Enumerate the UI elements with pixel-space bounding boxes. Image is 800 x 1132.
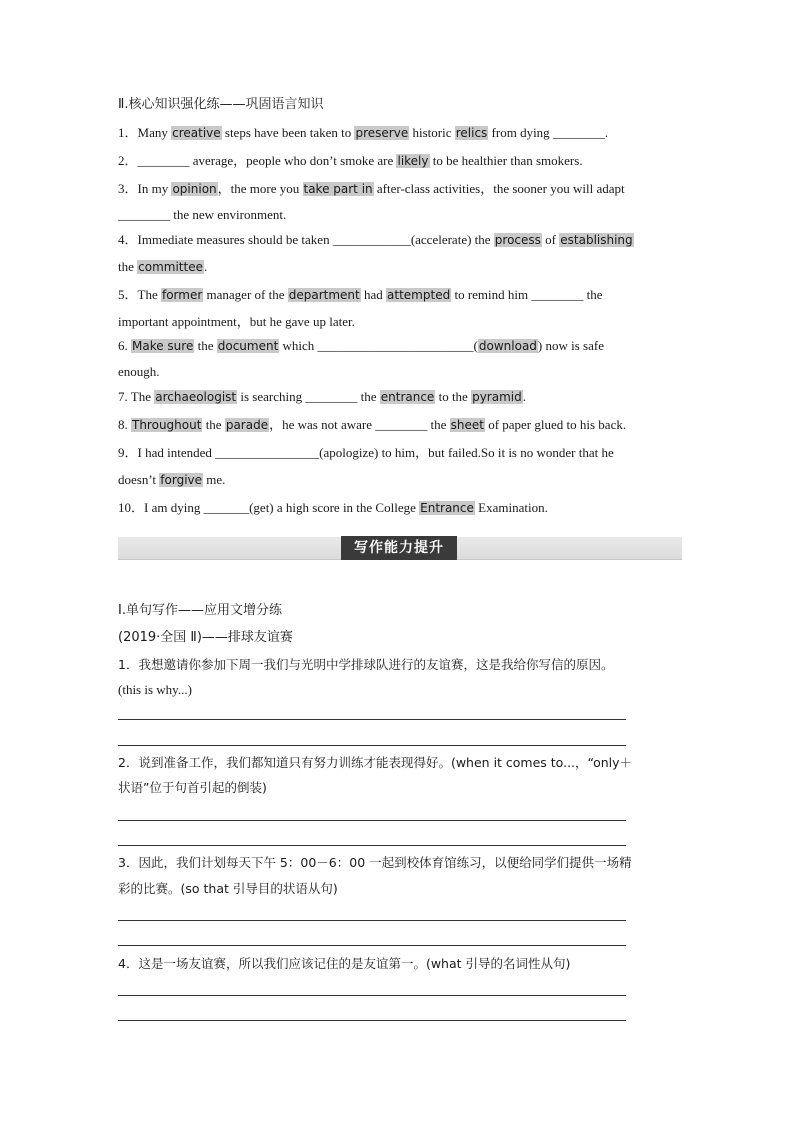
writing-question-2: 2．说到准备工作，我们都知道只有努力训练才能表现得好。(when it comes to...，“only＋ <box>118 755 633 770</box>
answer-line <box>118 945 626 946</box>
writing-question-2-hint: 状语”位于句首引起的倒装) <box>118 780 267 795</box>
exercise-item-7: 7. The archaeologist is searching ________ the entrance to the pyramid. <box>118 389 526 404</box>
highlight-word: department <box>288 288 360 302</box>
answer-line <box>118 745 626 746</box>
exercise-item-6-continued: enough. <box>118 364 160 379</box>
highlight-word: forgive <box>160 473 203 487</box>
exercise-item-10: 10．I am dying _______(get) a high score in the College Entrance Examination. <box>118 500 548 515</box>
highlight-word: sheet <box>450 418 484 432</box>
highlight-word: relics <box>455 126 488 140</box>
section-banner-label: 写作能力提升 <box>341 536 457 560</box>
answer-line <box>118 820 626 821</box>
exercise-item-3-continued: ________ the new environment. <box>118 207 287 222</box>
highlight-word: establishing <box>560 233 633 247</box>
highlight-word: former <box>161 288 203 302</box>
exercise-item-8: 8. Throughout the parade，he was not aware ________ the sheet of paper glued to his back. <box>118 417 627 432</box>
answer-line <box>118 1020 626 1021</box>
exercise-item-4: 4．Immediate measures should be taken ____________(accelerate) the process of establishing <box>118 232 633 247</box>
highlight-word: entrance <box>380 390 435 404</box>
exercise-item-1: 1．Many creative steps have been taken to preserve historic relics from dying ________. <box>118 125 609 140</box>
highlight-word: attempted <box>387 288 451 302</box>
section-title-sentence-writing: Ⅰ.单句写作——应用文增分练 <box>118 603 282 618</box>
highlight-word: take part in <box>303 182 373 196</box>
section-title-core-knowledge: Ⅱ.核心知识强化练——巩固语言知识 <box>118 97 324 112</box>
exercise-item-5: 5．The former manager of the department had attempted to remind him ________ the <box>118 287 603 302</box>
highlight-word: likely <box>397 154 429 168</box>
highlight-word: archaeologist <box>155 390 237 404</box>
highlight-word: pyramid <box>472 390 522 404</box>
section-subtitle-exam-topic: (2019·全国 Ⅱ)——排球友谊赛 <box>118 630 293 645</box>
answer-line <box>118 719 626 720</box>
exercise-item-9: 9．I had intended ________________(apologize) to him，but failed.So it is no wonder that he <box>118 445 614 460</box>
exercise-item-3: 3．In my opinion，the more you take part in after-class activities，the sooner you will adapt <box>118 181 625 196</box>
highlight-word: document <box>217 339 279 353</box>
highlight-word: download <box>478 339 537 353</box>
highlight-word: committee <box>138 260 203 274</box>
highlight-word: creative <box>172 126 221 140</box>
answer-line <box>118 995 626 996</box>
writing-question-1: 1．我想邀请你参加下周一我们与光明中学排球队进行的友谊赛，这是我给你写信的原因。 <box>118 657 614 672</box>
exercise-item-2: 2．________ average，people who don’t smoke are likely to be healthier than smokers. <box>118 153 583 168</box>
writing-question-3: 3．因此，我们计划每天下午 5：00－6：00 一起到校体育馆练习，以便给同学们提供一场精 <box>118 855 632 870</box>
exercise-item-4-continued: the committee. <box>118 259 208 274</box>
highlight-word: preserve <box>355 126 409 140</box>
highlight-word: Throughout <box>132 418 202 432</box>
writing-question-4: 4．这是一场友谊赛，所以我们应该记住的是友谊第一。(what 引导的名词性从句) <box>118 956 571 971</box>
exercise-item-5-continued: important appointment，but he gave up later. <box>118 314 355 329</box>
exercise-item-9-continued: doesn’t forgive me. <box>118 472 226 487</box>
highlight-word: process <box>494 233 541 247</box>
exercise-item-6: 6. Make sure the document which ________________________(download) now is safe <box>118 338 604 353</box>
writing-question-3-hint: 彩的比赛。(so that 引导目的状语从句) <box>118 881 338 896</box>
writing-question-1-hint: (this is why...) <box>118 682 192 697</box>
answer-line <box>118 920 626 921</box>
highlight-word: Make sure <box>132 339 194 353</box>
highlight-word: Entrance <box>420 501 474 515</box>
highlight-word: opinion <box>172 182 217 196</box>
answer-line <box>118 845 626 846</box>
highlight-word: parade <box>225 418 269 432</box>
